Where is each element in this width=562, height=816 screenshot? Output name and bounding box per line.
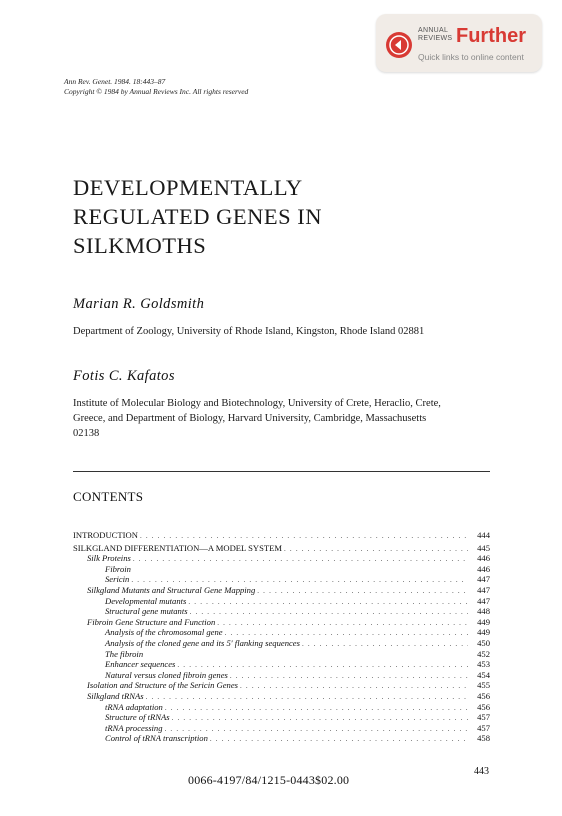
toc-entry[interactable]: [73, 649, 490, 660]
toc-page: 456: [477, 690, 490, 701]
toc-page: 458: [477, 733, 490, 744]
author-name: Fotis C. Kafatos: [73, 368, 175, 384]
toc-label: Structure of tRNAs: [105, 712, 170, 723]
divider-rule: [73, 471, 490, 472]
badge-publisher-label: [418, 27, 452, 43]
author-name: Marian R. Goldsmith: [73, 296, 205, 312]
toc-label: Control of tRNA transcription: [105, 733, 208, 744]
toc-entry[interactable]: [73, 606, 490, 617]
toc-entry[interactable]: [73, 712, 490, 723]
title-line: DEVELOPMENTALLY: [73, 175, 303, 200]
toc-label: tRNA adaptation: [105, 701, 163, 712]
toc-page: 449: [477, 627, 490, 638]
toc-page: 449: [477, 616, 490, 627]
affiliation-line: Greece, and Department of Biology, Harvard University, Cambridge, Massachusetts: [73, 413, 427, 424]
toc-label: Fibroin: [105, 563, 131, 574]
contents-heading: CONTENTS: [73, 489, 144, 504]
toc-label: Fibroin Gene Structure and Function: [87, 616, 216, 627]
citation-journal: Ann Rev. Genet. 1984. 18:443–87: [64, 77, 166, 86]
toc-label: Isolation and Structure of the Sericin Genes: [87, 680, 239, 691]
toc-entry[interactable]: [73, 733, 490, 744]
toc-entry[interactable]: [73, 574, 490, 585]
toc-entry[interactable]: [73, 638, 490, 649]
toc-entry[interactable]: [73, 691, 490, 702]
toc-entry[interactable]: [73, 659, 490, 670]
toc-entry[interactable]: [73, 596, 490, 607]
toc-entry[interactable]: [73, 627, 490, 638]
toc-label: Structural gene mutants: [105, 606, 188, 617]
toc-label: Developmental mutants: [105, 595, 187, 606]
toc-label: tRNA processing: [105, 722, 163, 733]
toc-entry[interactable]: [73, 702, 490, 713]
toc-page: 452: [477, 648, 490, 659]
toc-entry[interactable]: [73, 617, 490, 628]
title-line: REGULATED GENES IN: [73, 204, 322, 229]
toc-label: INTRODUCTION: [73, 530, 138, 540]
toc-page: 457: [477, 712, 490, 723]
toc-label: Sericin: [105, 574, 130, 585]
toc-label: The fibroin: [105, 648, 144, 659]
table-of-contents: [73, 530, 490, 744]
author-affiliation: [73, 396, 493, 441]
toc-label: Silkgland Mutants and Structural Gene Mapping: [87, 584, 256, 595]
citation: [64, 77, 248, 96]
title-line: SILKMOTHS: [73, 233, 207, 258]
affiliation-line: 02138: [73, 428, 100, 439]
toc-page: 455: [477, 680, 490, 691]
badge-line-annual: ANNUAL: [418, 27, 449, 34]
page-number: 443: [474, 766, 489, 777]
toc-page: 447: [477, 584, 490, 595]
toc-page: 454: [477, 669, 490, 680]
toc-entry[interactable]: [73, 680, 490, 691]
citation-copyright: Copyright © 1984 by Annual Reviews Inc. All rights reserved: [64, 86, 249, 96]
dot-leader: [140, 531, 468, 542]
play-back-icon[interactable]: [386, 32, 412, 58]
toc-label: SILKGLAND DIFFERENTIATION—A MODEL SYSTEM: [73, 542, 283, 553]
toc-page: 447: [477, 574, 490, 585]
toc-label: Analysis of the chromosomal gene: [105, 627, 223, 638]
toc-page: 453: [477, 659, 490, 670]
toc-label: Enhancer sequences: [105, 659, 176, 670]
toc-entry[interactable]: [73, 530, 490, 541]
badge-further-label[interactable]: Further: [456, 25, 526, 47]
toc-page: 447: [477, 595, 490, 606]
toc-page: 457: [477, 722, 490, 733]
affiliation-line: Institute of Molecular Biology and Biotechnology, University of Crete, Heraclio, Crete,: [73, 398, 441, 409]
toc-label: Analysis of the cloned gene and its 5′ flanking sequences: [105, 637, 300, 648]
footer-code: 0066-4197/84/1215-0443$02.00: [188, 773, 350, 787]
toc-entry[interactable]: [73, 543, 490, 554]
toc-entry[interactable]: [73, 553, 490, 564]
badge-subtitle[interactable]: Quick links to online content: [418, 52, 524, 62]
toc-page: 448: [477, 606, 490, 617]
author-affiliation: Department of Zoology, University of Rhode Island, Kingston, Rhode Island 02881: [73, 326, 425, 337]
toc-entry[interactable]: [73, 723, 490, 734]
badge-line-reviews: REVIEWS: [418, 35, 453, 42]
article-title: [73, 173, 322, 260]
toc-page: 444: [477, 530, 490, 540]
toc-page: 450: [477, 637, 490, 648]
toc-page: 445: [477, 542, 490, 553]
toc-entry[interactable]: [73, 564, 490, 575]
dot-leader: [210, 734, 468, 745]
toc-entry[interactable]: [73, 585, 490, 596]
toc-page: 446: [477, 553, 490, 564]
toc-entry[interactable]: [73, 670, 490, 681]
toc-label: Natural versus cloned fibroin genes: [105, 669, 228, 680]
toc-page: 446: [477, 563, 490, 574]
toc-label: Silkgland tRNAs: [87, 690, 144, 701]
toc-label: Silk Proteins: [87, 553, 131, 564]
toc-page: 456: [477, 701, 490, 712]
